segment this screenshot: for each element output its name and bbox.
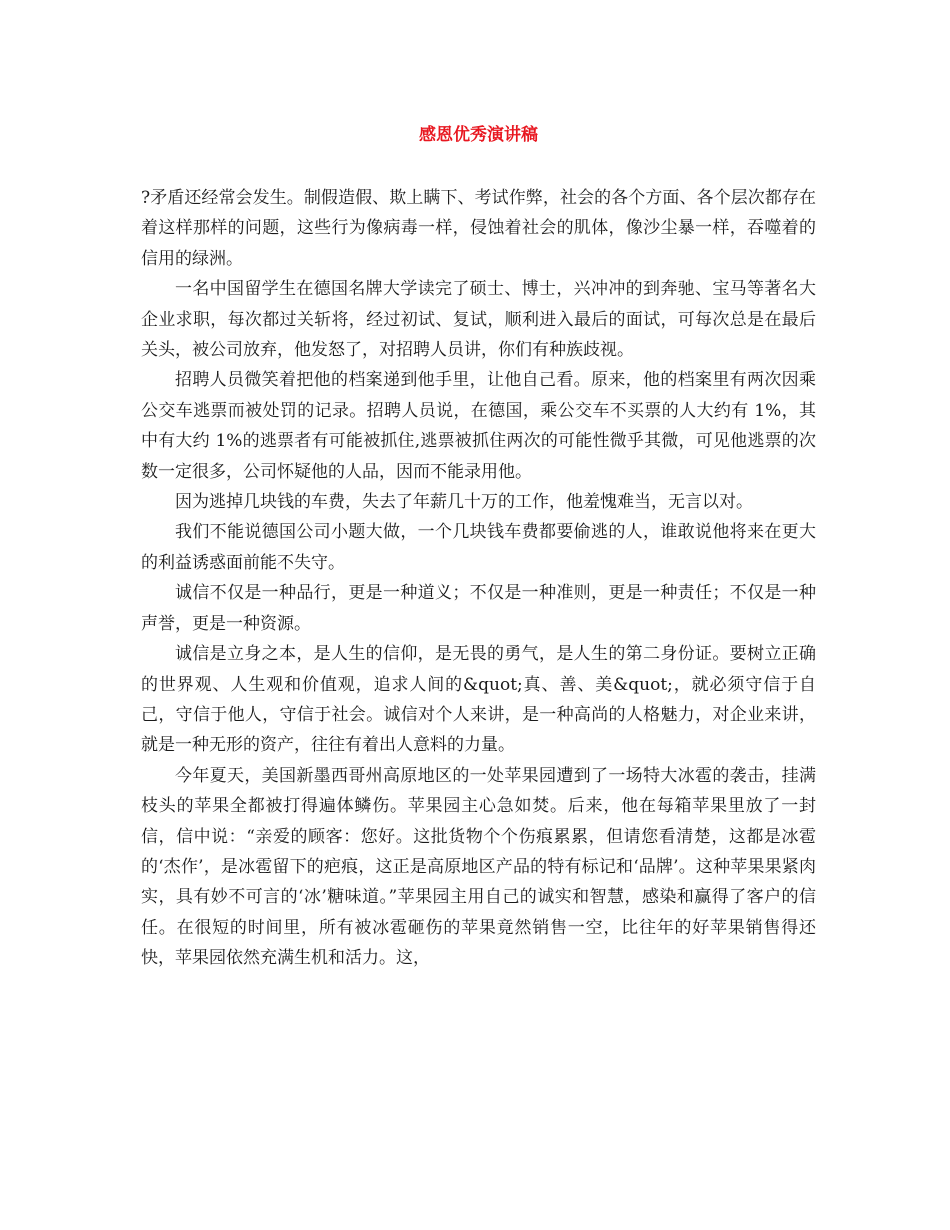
document-body: [141, 183, 816, 974]
paragraph-4: 因为逃掉几块钱的车费，失去了年薪几十万的工作，他羞愧难当，无言以对。: [175, 492, 753, 513]
paragraph-8: 今年夏天，美国新墨西哥州高原地区的一处苹果园遭到了一场特大冰雹的袭击，挂满枝头的苹果全都被打得遍体鳞伤。苹果园主心急如焚。后来，他在每箱苹果里放了一封信，信中说：“亲爱的顾客：您好。这批货物个个伤痕累累，但请您看清楚，这都是冰雹的‘杰作’，是冰雹留下的疤痕，这正是高原地区产品的特有标记和‘品牌’。这种苹果果紧肉实，具有妙不可言的‘冰’糖味道。”苹果园主用自己的诚实和智慧，感染和赢得了客户的信任。在很短的时间里，所有被冰雹砸伤的苹果竟然销售一空，比往年的好苹果销售得还快，苹果园依然充满生机和活力。这，: [141, 765, 816, 969]
paragraph-7: 诚信是立身之本，是人生的信仰，是无畏的勇气，是人生的第二身份证。要树立正确的世界观、人生观和价值观，追求人间的&quot;真、善、美&quot;，就必须守信于自己，守信于他人，守信于社会。诚信对个人来讲，是一种高尚的人格魅力，对企业来讲，就是一种无形的资产，往往有着出人意料的力量。: [141, 644, 816, 756]
paragraph-6: 诚信不仅是一种品行，更是一种道义；不仅是一种准则，更是一种责任；不仅是一种声誉，更是一种资源。: [141, 583, 816, 634]
paragraph-3: 招聘人员微笑着把他的档案递到他手里，让他自己看。原来，他的档案里有两次因乘公交车逃票而被处罚的记录。招聘人员说，在德国，乘公交车不买票的人大约有 1%，其中有大约 1%的逃票者有可能被抓住,逃票被抓住两次的可能性微乎其微，可见他逃票的次数一定很多，公司怀疑他的人品，因而不能录用他。: [141, 370, 816, 482]
paragraph-1: ?矛盾还经常会发生。制假造假、欺上瞒下、考试作弊，社会的各个方面、各个层次都存在着这样那样的问题，这些行为像病毒一样，侵蚀着社会的肌体，像沙尘暴一样，吞噬着的信用的绿洲。: [141, 188, 816, 269]
document-title: 感恩优秀演讲稿: [419, 125, 538, 145]
paragraph-5: 我们不能说德国公司小题大做，一个几块钱车费都要偷逃的人，谁敢说他将来在更大的利益诱惑面前能不失守。: [141, 522, 816, 573]
paragraph-2: 一名中国留学生在德国名牌大学读完了硕士、博士，兴冲冲的到奔驰、宝马等著名大企业求职，每次都过关斩将，经过初试、复试，顺利进入最后的面试，可每次总是在最后关头，被公司放弃，他发怒了，对招聘人员讲，你们有种族歧视。: [141, 279, 816, 361]
